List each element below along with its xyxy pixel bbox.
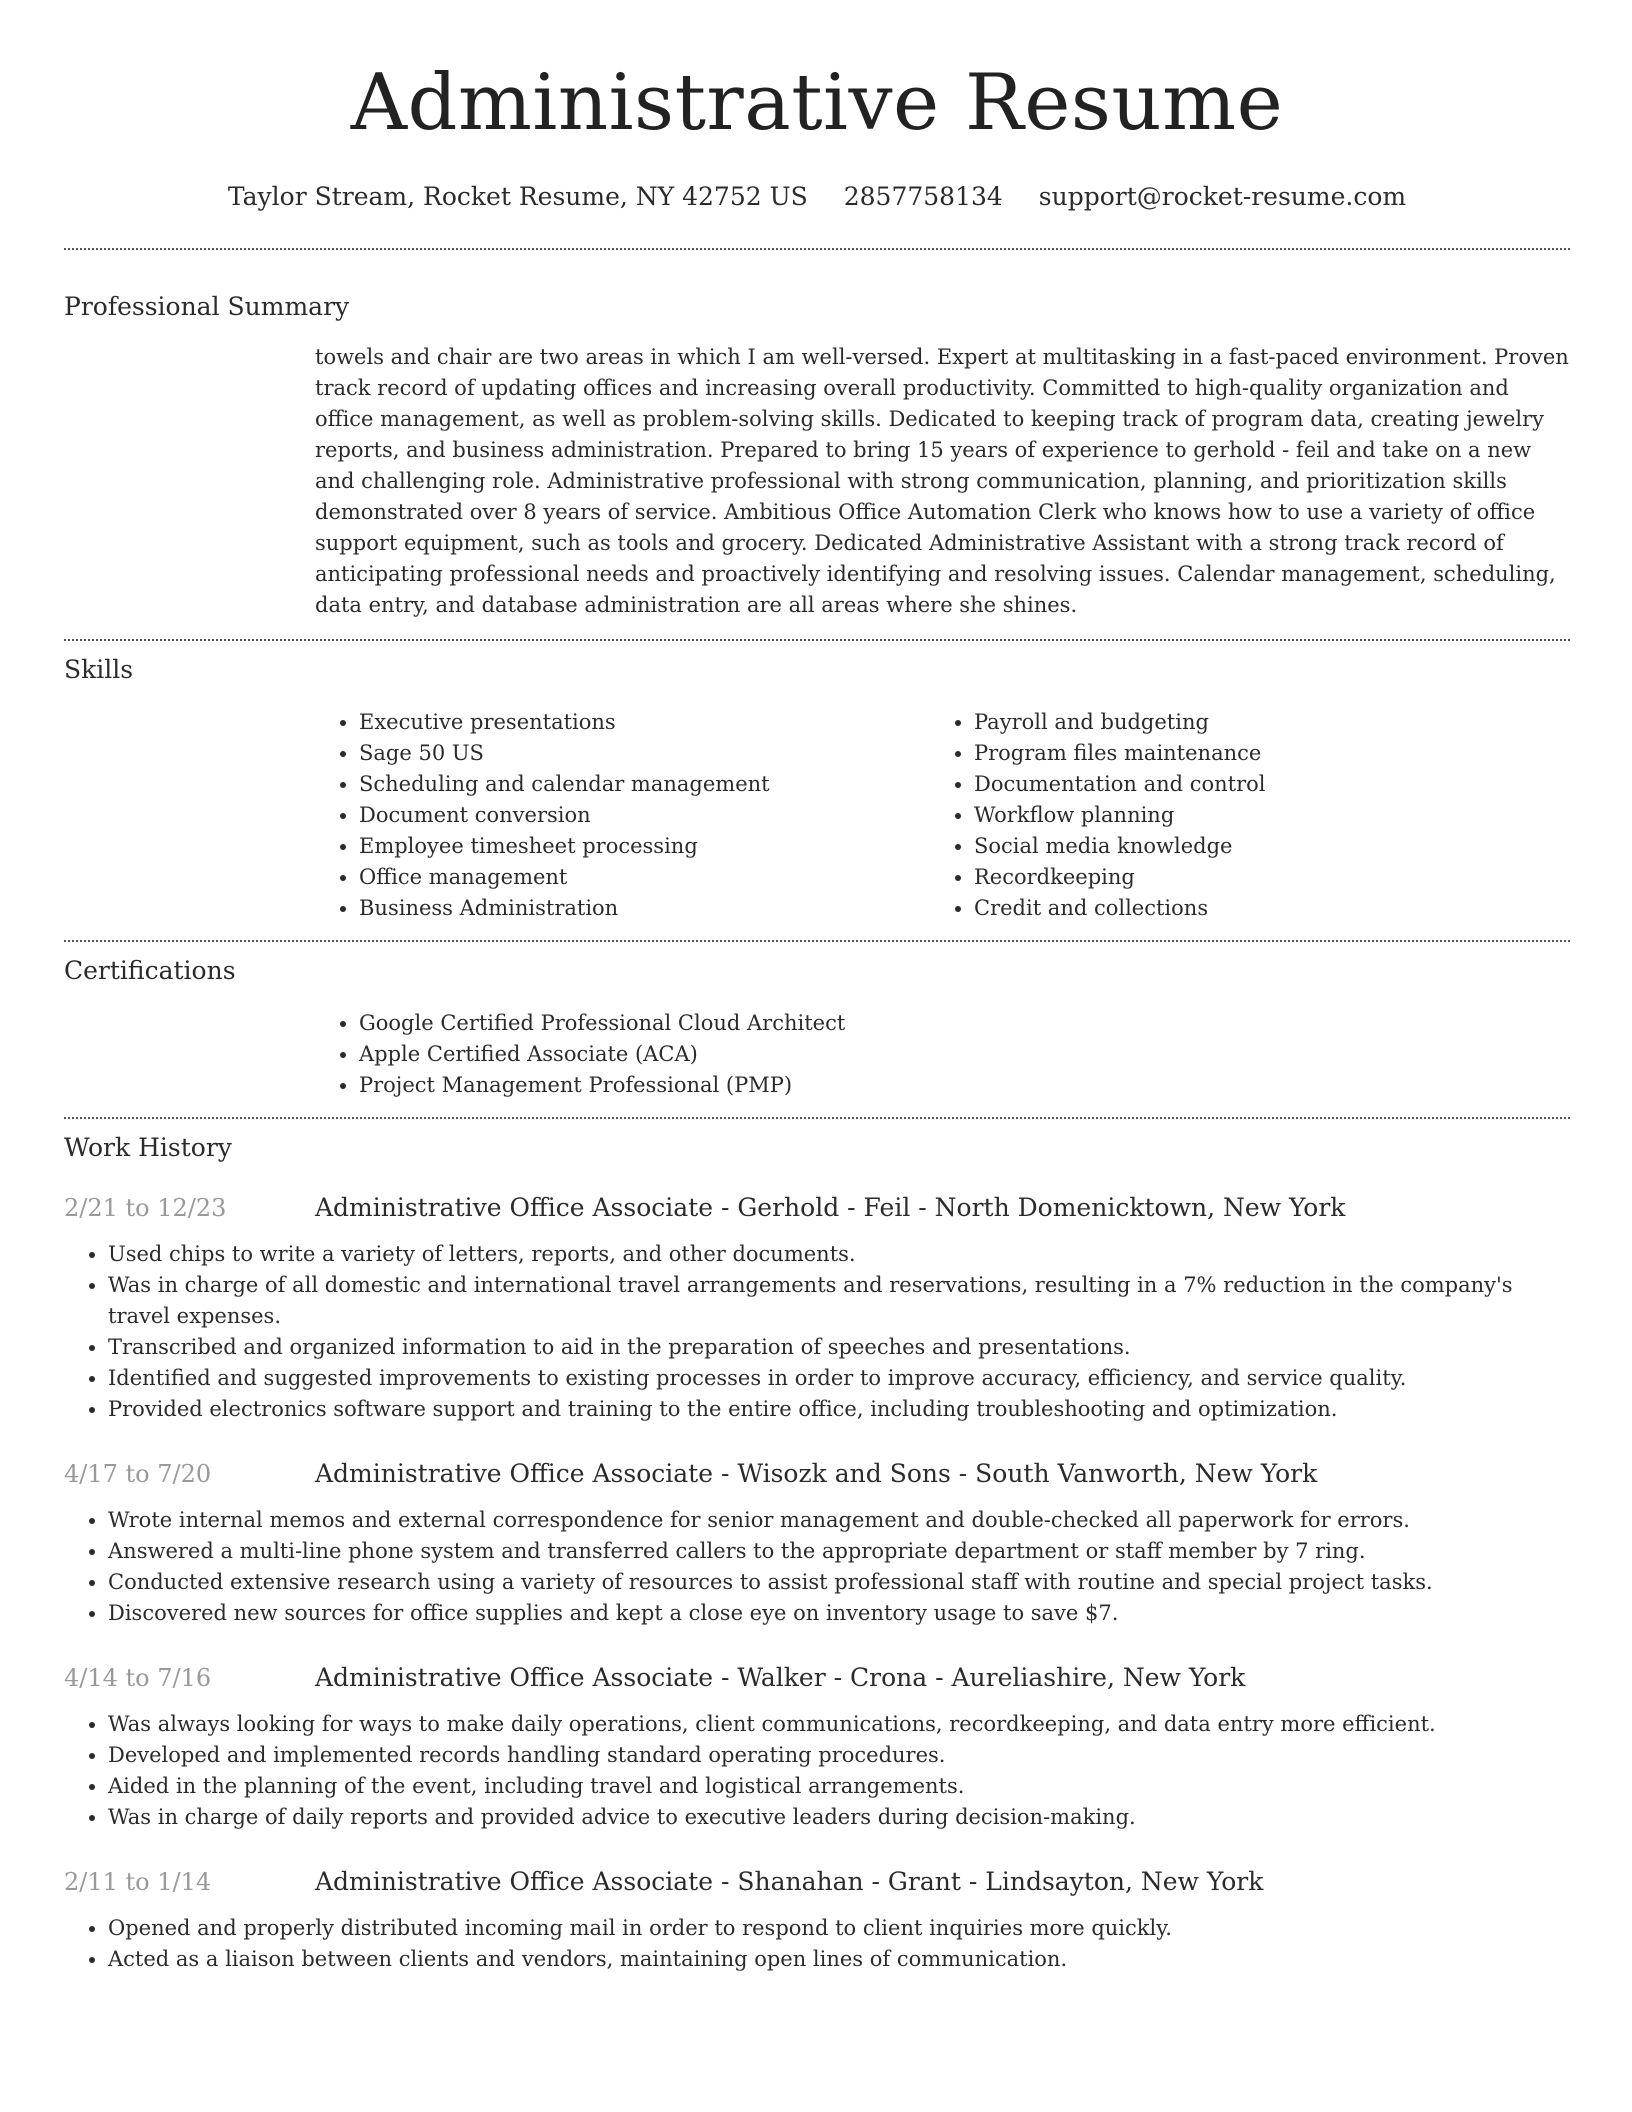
job-bullet: • Opened and properly distributed incoming mail in order to respond to client inquiries more quickly. [108, 1913, 1570, 1944]
job-entry [64, 1191, 1570, 1425]
job-bullet: • Was in charge of all domestic and international travel arrangements and reservations, resulting in a 7% reduction in the company's travel expenses. [108, 1270, 1570, 1332]
certifications-list [315, 1008, 1570, 1101]
job-bullet: • Was always looking for ways to make daily operations, client communications, recordkeeping, and data entry more efficient. [108, 1709, 1570, 1740]
job-bullet: • Discovered new sources for office supplies and kept a close eye on inventory usage to save $7. [108, 1598, 1570, 1629]
job-dates: 4/14 to 7/16 [64, 1664, 212, 1692]
job-bullets [64, 1913, 1570, 1975]
skill-item: • Sage 50 US [359, 738, 930, 769]
job-bullet: • Wrote internal memos and external correspondence for senior management and double-checked all paperwork for errors. [108, 1505, 1570, 1536]
job-title: Administrative Office Associate - Walker - Crona - Aureliashire, New York [315, 1663, 1246, 1692]
skill-item: • Program files maintenance [974, 738, 1545, 769]
job-bullets [64, 1505, 1570, 1629]
skills-grid [315, 707, 1570, 924]
job-header [64, 1661, 1570, 1695]
certifications-content [315, 1008, 1570, 1101]
skill-item: • Credit and collections [974, 893, 1545, 924]
job-dates: 2/21 to 12/23 [64, 1194, 227, 1222]
skill-item: • Documentation and control [974, 769, 1545, 800]
job-header [64, 1457, 1570, 1491]
skill-item: • Scheduling and calendar management [359, 769, 930, 800]
job-bullet: • Conducted extensive research using a variety of resources to assist professional staff with routine and special project tasks. [108, 1567, 1570, 1598]
skill-item: • Payroll and budgeting [974, 707, 1545, 738]
skills-column-right [930, 707, 1545, 924]
certification-item: • Project Management Professional (PMP) [359, 1070, 1570, 1101]
skill-item: • Executive presentations [359, 707, 930, 738]
divider [64, 248, 1570, 250]
job-bullets [64, 1239, 1570, 1425]
job-bullet: • Transcribed and organized information to aid in the preparation of speeches and presentations. [108, 1332, 1570, 1363]
job-bullet: • Was in charge of daily reports and provided advice to executive leaders during decision-making. [108, 1802, 1570, 1833]
job-entry [64, 1457, 1570, 1629]
skill-item: • Business Administration [359, 893, 930, 924]
job-dates: 2/11 to 1/14 [64, 1868, 212, 1896]
summary-text: towels and chair are two areas in which I am well-versed. Expert at multitasking in a fast-paced environment. Proven track record of updating offices and increasing overall productivity. Committed to high-quality organization and office management, as well as problem-solving skills. Dedicated to keeping track of program data, creating jewelry reports, and business administration. Prepared to bring 15 years of experience to gerhold - feil and take on a new and challenging role. Administrative professional with strong communication, planning, and prioritization skills demonstrated over 8 years of service. Ambitious Office Automation Clerk who knows how to use a variety of office support equipment, such as tools and grocery. Dedicated Administrative Assistant with a strong track record of anticipating professional needs and proactively identifying and resolving issues. Calendar management, scheduling, data entry, and database administration are all areas where she shines. [315, 345, 1569, 617]
resume-page [64, 0, 1570, 1975]
resume-title: Administrative Resume [350, 58, 1284, 148]
job-bullet: • Answered a multi-line phone system and transferred callers to the appropriate department or staff member by 7 ring. [108, 1536, 1570, 1567]
divider [64, 940, 1570, 942]
certification-item: • Apple Certified Associate (ACA) [359, 1039, 1570, 1070]
contact-email: support@rocket-resume.com [1038, 182, 1407, 211]
divider [64, 639, 1570, 641]
skills-list-left [315, 707, 930, 924]
skill-item: • Workflow planning [974, 800, 1545, 831]
job-bullet: • Used chips to write a variety of letters, reports, and other documents. [108, 1239, 1570, 1270]
contact-address: Taylor Stream, Rocket Resume, NY 42752 US [227, 182, 808, 211]
skill-item: • Document conversion [359, 800, 930, 831]
job-title: Administrative Office Associate - Shanahan - Grant - Lindsayton, New York [315, 1867, 1264, 1896]
section-heading-certifications: Certifications [64, 956, 236, 985]
certifications-section [64, 954, 1570, 1101]
section-heading-skills: Skills [64, 655, 134, 684]
job-title: Administrative Office Associate - Gerhold - Feil - North Domenicktown, New York [315, 1193, 1346, 1222]
skills-section [64, 653, 1570, 924]
divider [64, 1117, 1570, 1119]
job-header [64, 1191, 1570, 1225]
skills-list-right [930, 707, 1545, 924]
certification-item: • Google Certified Professional Cloud Architect [359, 1008, 1570, 1039]
job-header [64, 1865, 1570, 1899]
skills-column-left [315, 707, 930, 924]
summary-section [64, 290, 1570, 621]
job-title: Administrative Office Associate - Wisozk and Sons - South Vanworth, New York [315, 1459, 1318, 1488]
job-bullet: • Provided electronics software support and training to the entire office, including troubleshooting and optimization. [108, 1394, 1570, 1425]
job-dates: 4/17 to 7/20 [64, 1460, 212, 1488]
contact-phone: 2857758134 [843, 182, 1003, 211]
skill-item: • Recordkeeping [974, 862, 1545, 893]
job-bullet: • Identified and suggested improvements to existing processes in order to improve accuracy, efficiency, and service quality. [108, 1363, 1570, 1394]
contact-line [64, 180, 1570, 214]
section-heading-summary: Professional Summary [64, 292, 350, 321]
work-history-section [64, 1131, 1570, 1975]
skill-item: • Office management [359, 862, 930, 893]
job-bullet: • Aided in the planning of the event, including travel and logistical arrangements. [108, 1771, 1570, 1802]
skill-item: • Employee timesheet processing [359, 831, 930, 862]
job-entry [64, 1661, 1570, 1833]
section-heading-work-history: Work History [64, 1133, 232, 1162]
job-bullet: • Acted as a liaison between clients and vendors, maintaining open lines of communication. [108, 1944, 1570, 1975]
job-bullet: • Developed and implemented records handling standard operating procedures. [108, 1740, 1570, 1771]
job-bullets [64, 1709, 1570, 1833]
job-entry [64, 1865, 1570, 1975]
skill-item: • Social media knowledge [974, 831, 1545, 862]
